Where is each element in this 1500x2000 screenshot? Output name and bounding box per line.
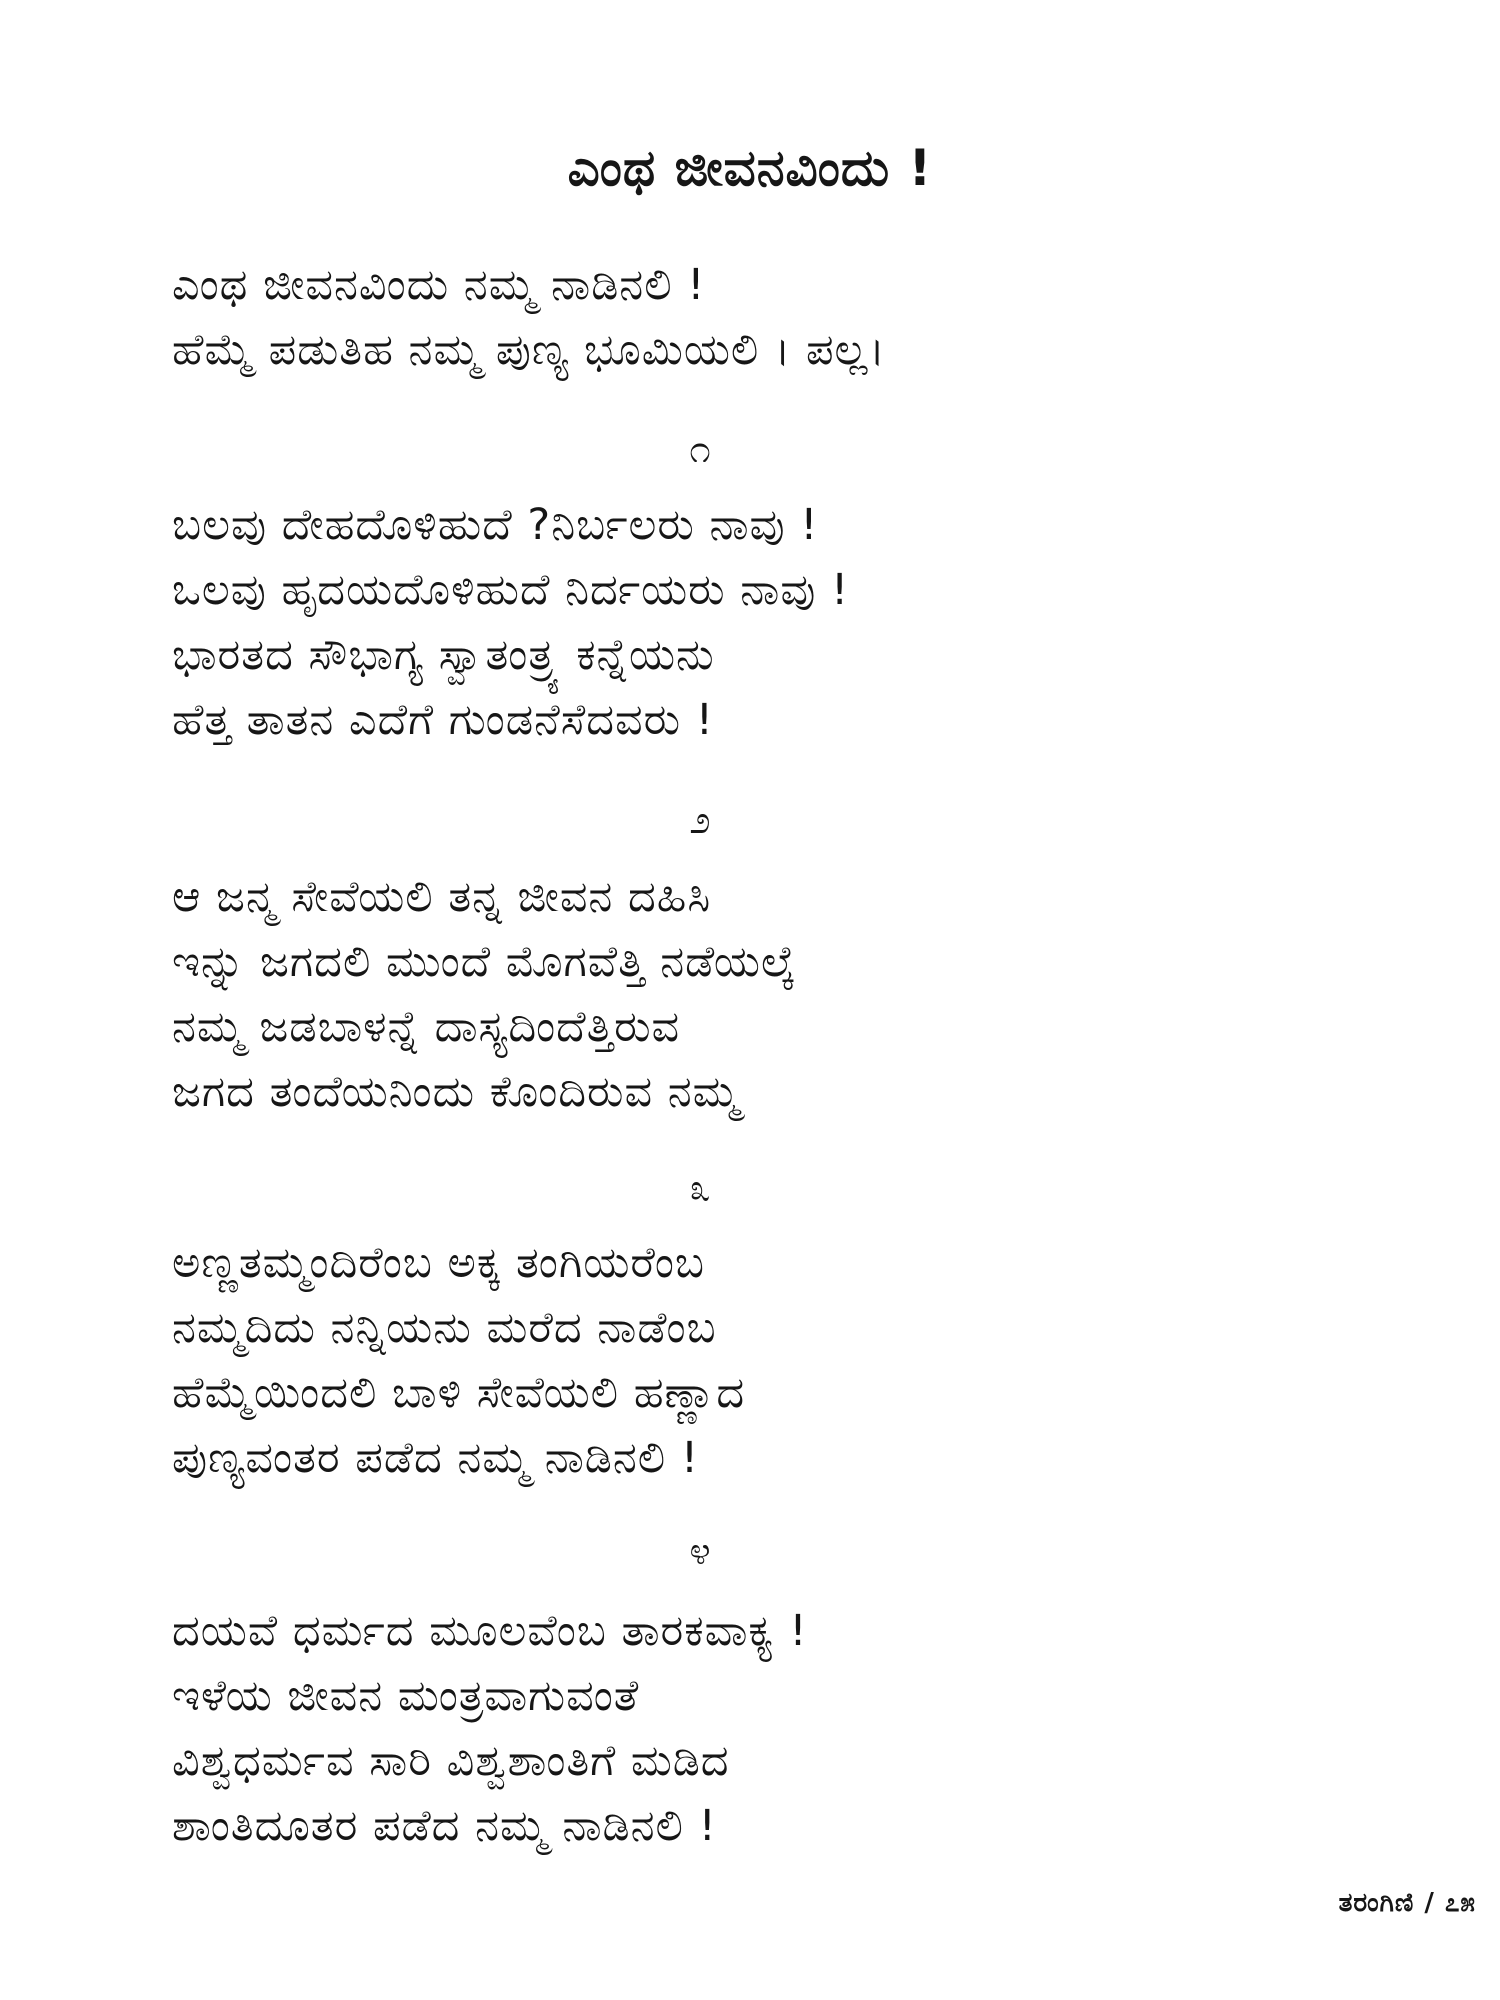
verse-line: ಆ ಜನ್ಮ ಸೇವೆಯಲಿ ತನ್ನ ಜೀವನ ದಹಿಸಿ bbox=[172, 872, 712, 922]
verse-line: ಒಲವು ಹೃದಯದೊಳಿಹುದೆ ನಿರ್ದಯರು ನಾವು ! bbox=[172, 565, 850, 615]
poem-title: ಎಂಥ ಜೀವನವಿಂದು ! bbox=[567, 139, 933, 197]
verse-line: ವಿಶ್ವಧರ್ಮವ ಸಾರಿ ವಿಶ್ವಶಾಂತಿಗೆ ಮಡಿದ bbox=[172, 1736, 730, 1786]
verse-line: ಹೆಮ್ಮೆಯಿಂದಲಿ ಬಾಳಿ ಸೇವೆಯಲಿ ಹಣ್ಣಾದ bbox=[172, 1368, 746, 1418]
verse-line: ಶಾಂತಿದೂತರ ಪಡೆದ ನಮ್ಮ ನಾಡಿನಲಿ ! bbox=[172, 1801, 717, 1851]
verse-line: ಪುಣ್ಯವಂತರ ಪಡೆದ ನಮ್ಮ ನಾಡಿನಲಿ ! bbox=[172, 1433, 700, 1483]
stanza-number: ೪ bbox=[689, 1529, 711, 1573]
verse-line: ನಮ್ಮದಿದು ನನ್ನಿಯನು ಮರೆದ ನಾಡೆಂಬ bbox=[172, 1303, 717, 1353]
stanza-number: ೧ bbox=[689, 427, 711, 471]
stanza-number: ೩ bbox=[689, 1166, 711, 1210]
verse-line: ನಮ್ಮ ಜಡಬಾಳನ್ನೆ ದಾಸ್ಯದಿಂದೆತ್ತಿರುವ bbox=[172, 1002, 681, 1052]
verse-line: ಇಳೆಯ ಜೀವನ ಮಂತ್ರವಾಗುವಂತೆ bbox=[172, 1671, 640, 1721]
verse-line: ಇನ್ನು ಜಗದಲಿ ಮುಂದೆ ಮೊಗವೆತ್ತಿ ನಡೆಯಲ್ಕೆ bbox=[172, 937, 796, 987]
verse-line: ಅಣ್ಣತಮ್ಮಂದಿರೆಂಬ ಅಕ್ಕ ತಂಗಿಯರೆಂಬ bbox=[172, 1238, 706, 1288]
refrain-line: ಹೆಮ್ಮೆ ಪಡುತಿಹ ನಮ್ಮ ಪುಣ್ಯ ಭೂಮಿಯಲಿ । ಪಲ್ಲ। bbox=[172, 325, 886, 375]
stanza-number: ೨ bbox=[689, 798, 711, 842]
refrain-line: ಎಂಥ ಜೀವನವಿಂದು ನಮ್ಮ ನಾಡಿನಲಿ ! bbox=[172, 260, 706, 310]
verse-line: ಜಗದ ತಂದೆಯನಿಂದು ಕೊಂದಿರುವ ನಮ್ಮ bbox=[172, 1067, 741, 1117]
verse-line: ಭಾರತದ ಸೌಭಾಗ್ಯ ಸ್ವಾತಂತ್ರ್ಯ ಕನ್ನೆಯನು bbox=[172, 630, 715, 680]
verse-line: ದಯವೆ ಧರ್ಮದ ಮೂಲವೆಂಬ ತಾರಕವಾಕ್ಯ ! bbox=[172, 1606, 808, 1656]
verse-line: ಬಲವು ದೇಹದೊಳಿಹುದೆ ?ನಿರ್ಬಲರು ನಾವು ! bbox=[172, 500, 819, 550]
verse-line: ಹೆತ್ತ ತಾತನ ಎದೆಗೆ ಗುಂಡನೆಸೆದವರು ! bbox=[172, 695, 714, 745]
page-footer: ತರಂಗಿಣಿ / ೭೫ bbox=[1338, 1888, 1476, 1918]
